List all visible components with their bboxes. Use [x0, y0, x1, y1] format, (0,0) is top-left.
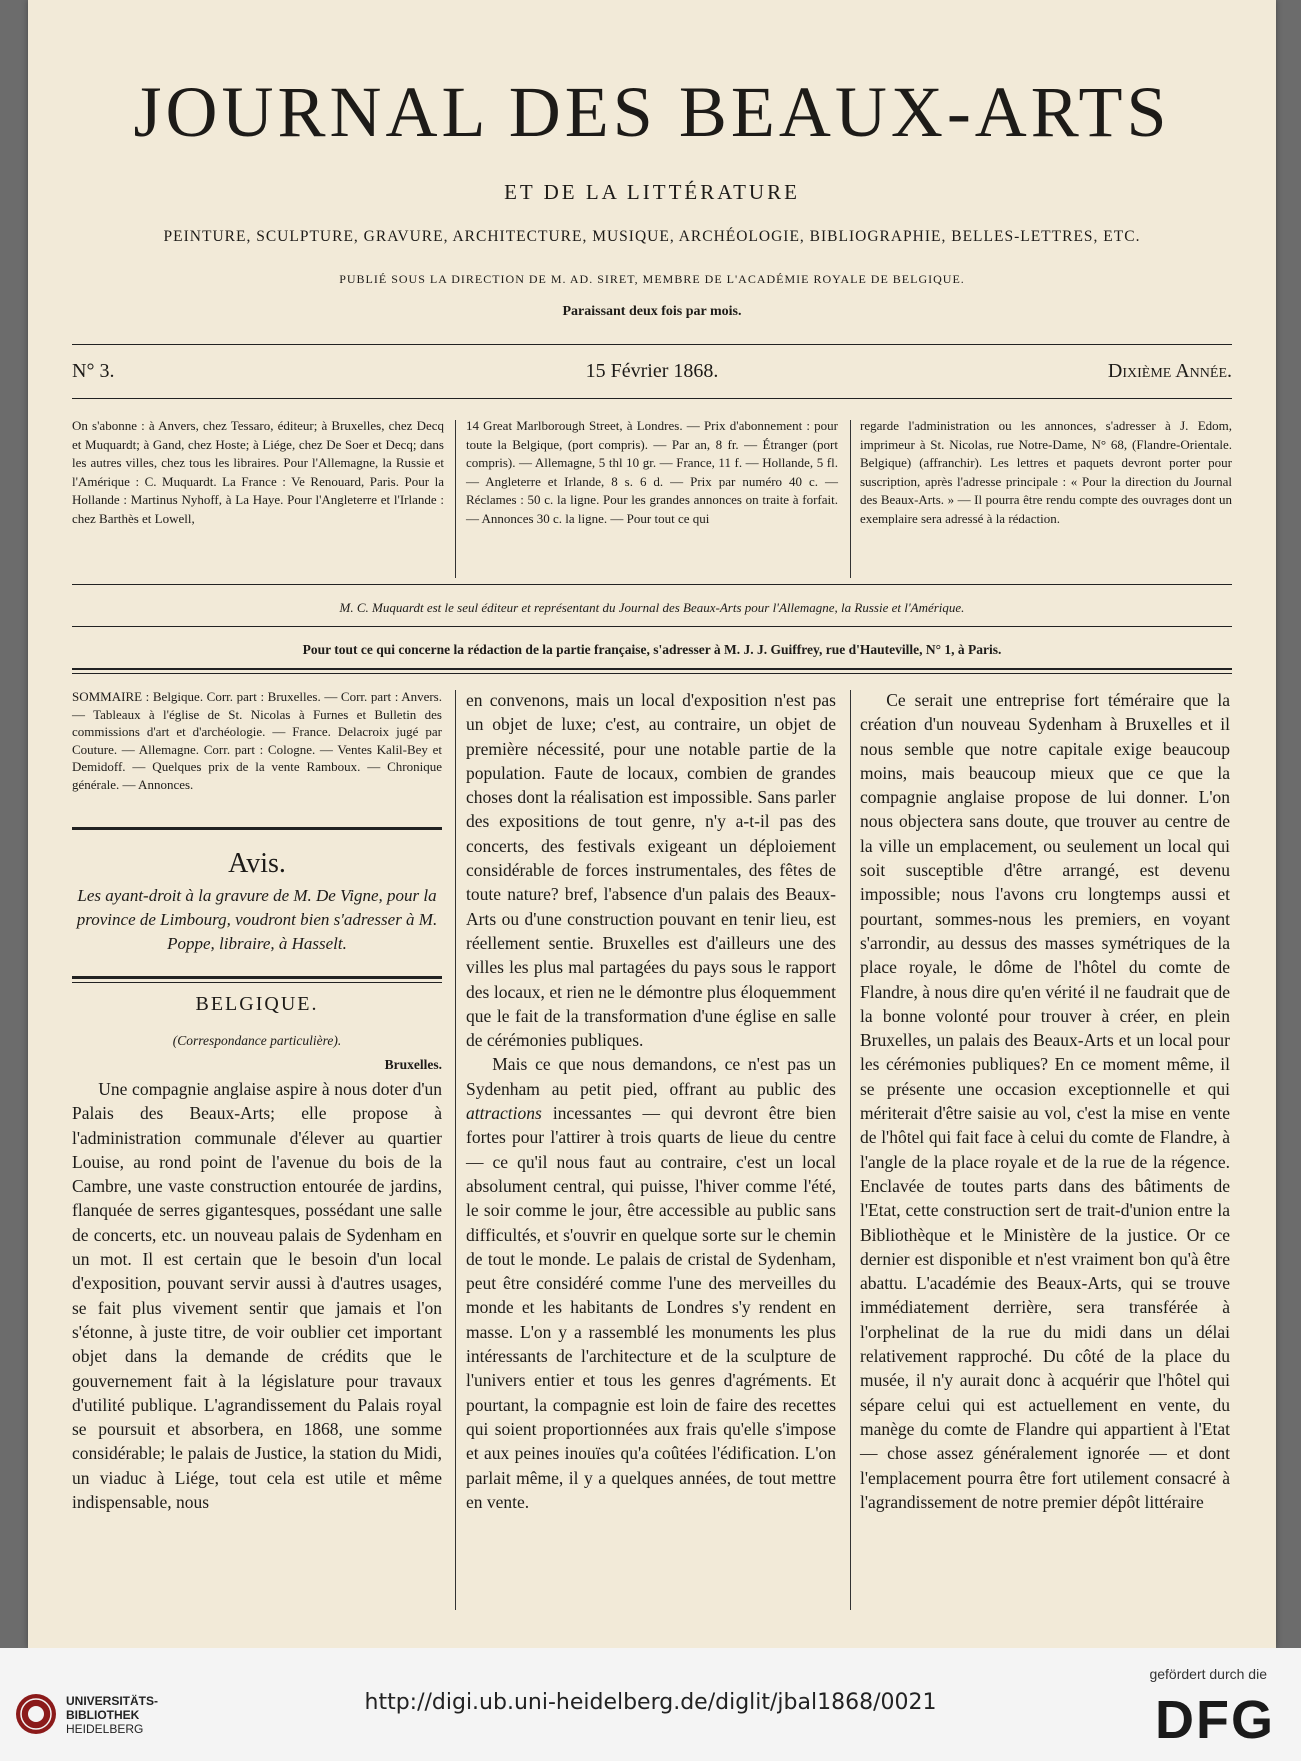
column-separator — [455, 690, 456, 1610]
avis-title: Avis. — [228, 848, 286, 879]
digitization-footer — [0, 1648, 1301, 1761]
divider — [72, 626, 1232, 627]
library-name[interactable]: UNIVERSITÄTS- BIBLIOTHEK HEIDELBERG — [66, 1694, 159, 1736]
muquardt-notice: M. C. Muquardt est le seul éditeur et représentant du Journal des Beaux-Arts pour l'Allemagne, la Russie et l'Amérique. — [339, 600, 965, 615]
divider — [72, 344, 1232, 345]
sommaire: SOMMAIRE : Belgique. Corr. part : Bruxelles. — Corr. part : Anvers. — Tableaux à l'église de St. Nicolas à Furnes et Bulletin des commissions d'art et d'archéologie. — France. Delacroix jugé par Couture. — Allemagne. Corr. part : Cologne. — Ventes Kalil-Bey et Demidoff. — Quelques prix de la vente Ramboux. — Chronique générale. — Annonces. — [72, 689, 442, 792]
divider — [72, 827, 442, 830]
masthead-frequency: Paraissant deux fois par mois. — [562, 304, 742, 319]
masthead-title: JOURNAL DES BEAUX-ARTS — [133, 72, 1171, 152]
issue-number: N° 3. — [72, 360, 115, 382]
column-separator — [850, 690, 851, 1610]
subscription-col-2: 14 Great Marlborough Street, à Londres. — Prix d'abonnement : pour toute la Belgique, (port compris). — Par an, 8 fr. — Étranger (port compris). — Allemagne, 5 thl 10 gr. — France, 11 f. — Hollande, 5 fl. — Angleterre et Irlande, 8 s. 6 d. — Prix par numéro 40 c. — Réclames : 50 c. la ligne. Pour les grandes annonces on traite à forfait. — Annonces 30 c. la ligne. — Pour tout ce qui — [466, 418, 838, 526]
divider — [72, 398, 1232, 399]
section-title-belgique: BELGIQUE. — [195, 993, 319, 1015]
guiffrey-notice: Pour tout ce qui concerne la rédaction de la partie française, s'adresser à M. J. J. Guiffrey, rue d'Hauteville, N° 1, à Paris. — [302, 642, 1002, 657]
issue-year: Dixième Année. — [1107, 360, 1232, 382]
paragraph: Mais ce que nous demandons, ce n'est pas un Sydenham au petit pied, offrant au public des attractions incessantes — qui devront être bien fortes pour l'attirer à trois quarts de lieue du centre — ce qu'il nous faut au contraire, c'est un local absolument central, qui puisse, l'hiver comme l'été, le soir comme le jour, être accessible au public sans difficultés, et s'ouvrir en quelque sorte sur le chemin de tout le monde. Le palais de cristal de Sydenham, peut être considéré comme l'une des merveilles du monde et les habitants de Londres s'y rendent en masse. L'on y a rassemblé les monuments les plus intéressants de l'architecture et de la sculpture de l'univers entier et tous les genres d'agréments. Et pourtant, la compagnie est loin de faire des recettes qui soient proportionnées aux frais qu'elle s'impose et aux peines inouïes qu'a coûtées l'édification. L'on parlait même, il y a quelques années, de tout mettre en vente. — [466, 1054, 837, 1512]
paragraph: en convenons, mais un local d'exposition n'est pas un objet de luxe; c'est, au contraire, un objet de première nécessité, pour une notable partie de la population. Faute de locaux, combien de grandes choses dont la réalisation est impossible. Sans parler des expositions de tout genre, n'y a-t-il pas des concerts, des festivals exigeant un déploiement considérable de forces instrumentales, des fêtes de toute nature? bref, l'absence d'un palais des Beaux-Arts ou d'une construction pouvant en tenir lieu, est réellement sentie. Bruxelles est d'ailleurs une des villes les plus mal partagées du pays sous le rapport des locaux, et rien ne le démontre plus éloquemment que le fait de la transformation d'une église en salle de cérémonies publiques. — [466, 690, 836, 1051]
double-divider — [72, 668, 1232, 674]
dateline-city: Bruxelles. — [384, 1057, 442, 1072]
article-column-3 — [860, 688, 1230, 1514]
paragraph: Ce serait une entreprise fort téméraire que la création d'un nouveau Sydenham à Bruxelles et il nous semble que notre capitale exige beaucoup moins, mais beaucoup mieux que ce que la compagnie anglaise propose de lui donner. L'on nous objectera sans doute, que trouver au centre de la ville un emplacement, ou seulement un local qui soit susceptible d'être arrangé, est devenu impossible; nous l'avons cru longtemps aussi et pourtant, sommes-nous les premiers, en voyant s'arrondir, au dessus des masses symétriques de la place royale, le dôme de l'hôtel du comte de Flandre, à nous dire qu'en vérité il ne faudrait que de la bonne volonté pour trouver à créer, en plein Bruxelles, un palais des Beaux-Arts et un local pour les cérémonies publiques? En ce moment même, il se présente une occasion exceptionnelle et qui mériterait d'être saisie au vol, c'est la mise en vente de l'hôtel qui fait face à celui du comte de Flandre, à l'angle de la place royale et de la rue de la régence. Enclavée de toutes parts dans des bâtiments de l'Etat, cette construction sert de trait-d'union entre la Bibliothèque et le Ministère de la justice. Or ce dernier est disponible et n'est vraiment bon qu'à être abattu. L'académie des Beaux-Arts, qui se trouve immédiatement derrière, sera transférée à l'orphelinat de la rue du midi dans un délai relativement rapproché. Du côté de la place du musée, il n'y aurait donc à acquérir que l'hôtel qui sépare celui qui est actuellement en vente, du manège du comte de Flandre qui appartient à l'Etat — chose assez généralement ignorée — et dont l'emplacement pourra être fort utilement consacré à l'agrandissement de notre premier dépôt littéraire — [860, 690, 1230, 1512]
avis-text: Les ayant-droit à la gravure de M. De Vigne, pour la province de Limbourg, voudront bien s'adresser à M. Poppe, libraire, à Hasselt. — [76, 886, 438, 953]
correspondance-label: (Correspondance particulière). — [172, 1033, 342, 1048]
masthead-disciplines: PEINTURE, SCULPTURE, GRAVURE, ARCHITECTURE, MUSIQUE, ARCHÉOLOGIE, BIBLIOGRAPHIE, BELLES-LETTRES, ETC. — [163, 228, 1141, 245]
masthead-direction: PUBLIÉ SOUS LA DIRECTION DE M. AD. SIRET, MEMBRE DE L'ACADÉMIE ROYALE DE BELGIQUE. — [339, 272, 965, 286]
column-separator — [455, 420, 456, 578]
emphasis-attractions: attractions — [466, 1103, 542, 1124]
source-url-link[interactable]: http://digi.ub.uni-heidelberg.de/diglit/jbal1868/0021 — [364, 1690, 937, 1715]
funded-by-label: gefördert durch die — [1149, 1666, 1267, 1682]
divider — [72, 982, 442, 983]
masthead-subtitle: ET DE LA LITTÉRATURE — [504, 180, 800, 204]
subscription-col-3: regarde l'administration ou les annonces, s'adresser à J. Edom, imprimeur à St. Nicolas, rue Notre-Dame, N° 68, (Flandre-Orientale. Belgique) (affranchir). Les lettres et paquets devront porter pour suscription, après l'adresse principale : « Pour la direction du Journal des Beaux-Arts. » — Il pourra être rendu compte des ouvrages dont un exemplaire sera adressé à la rédaction. — [860, 418, 1232, 526]
divider — [72, 584, 1232, 585]
journal-page — [28, 0, 1276, 1648]
dfg-logo[interactable]: DFG — [1155, 1690, 1275, 1750]
column-separator — [850, 420, 851, 578]
issue-date: 15 Février 1868. — [585, 360, 719, 382]
article-column-1 — [72, 688, 442, 1514]
subscription-col-1: On s'abonne : à Anvers, chez Tessaro, éditeur; à Bruxelles, chez Decq et Muquardt; à Gand, chez Hoste; à Liége, chez De Soer et Decq; dans les autres villes, chez tous les libraires. Pour l'Allemagne, la Russie et l'Amérique : C. Muquardt. La France : Ve Renouard, Paris. Pour la Hollande : Martinus Nyhoff, à La Haye. Pour l'Angleterre et l'Irlande : chez Barthès et Lowell, — [72, 418, 444, 526]
article-column-2 — [466, 688, 836, 1514]
divider — [72, 976, 442, 979]
paragraph: Une compagnie anglaise aspire à nous doter d'un Palais des Beaux-Arts; elle propose à l'administration communale d'élever au quartier Louise, au rond point de l'avenue du bois de la Cambre, une vaste construction entourée de jardins, flanquée de serres gigantesques, possédant une salle de concerts, etc. un nouveau palais de Sydenham en un mot. Il est certain que le besoin d'un local d'exposition, pouvant servir aussi à d'autres usages, se fait plus vivement sentir que jamais et l'on s'étonne, à juste titre, de voir oublier cet important objet dans la demande de crédits que le gouvernement fait à la législature pour travaux d'utilité publique. L'agrandissement du Palais royal se poursuit et absorbera, en 1868, une somme considérable; le palais de Justice, la station du Midi, un viaduc à Liége, tout cela est utile et même indispensable, nous — [72, 1079, 442, 1513]
issue-info-row — [72, 360, 1232, 390]
